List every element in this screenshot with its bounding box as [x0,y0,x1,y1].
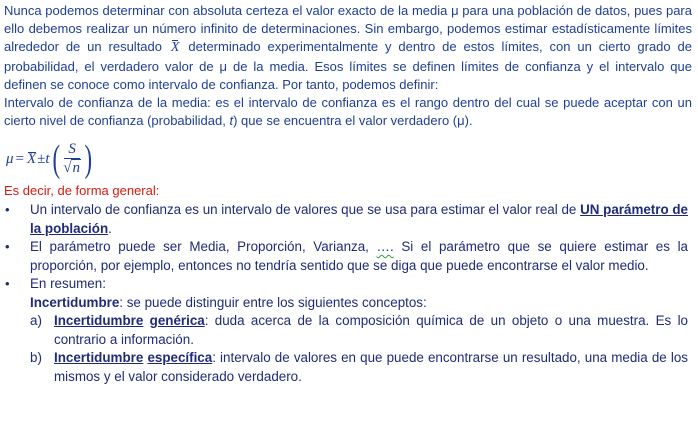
formula-fraction [63,141,81,178]
bullet-2-rest: Si el parámetro que se quiere estimar es la proporción, por ejemplo, entonces no tendría sentido que se diga que puede encontrarse el valor medio. [30,239,689,273]
uncertainty-intro [4,294,688,313]
formula-xbar: X [27,150,37,167]
formula-mu: μ [6,150,14,167]
formula-left-paren: ( [52,138,60,180]
sub-list [4,312,688,386]
intro-sentence-1: Nunca podemos determinar con absoluta certeza el valor exacto de la media μ para una población de datos, pues para ello debemos realizar un número infinito de determinaciones. Sin embargo, podemos estimar estadísticamente límites alrededor de un resultado [4,3,692,55]
bullet-icon: • [5,276,10,291]
uncertainty-intro-text: : se puede distinguir entre los siguientes conceptos: [119,294,427,310]
summary-label: En resumen: [30,276,106,291]
formula-right-paren: ) [84,138,93,180]
bullet-item-3 [4,275,688,294]
interval-definition-end: ) que se encuentra el valor verdadero (μ). [233,113,473,129]
bullet-list [4,201,688,386]
bullet-icon: • [5,239,10,254]
sub-item-label: b) [30,350,42,365]
formula-denominator [63,159,81,178]
term-incertidumbre: Incertidumbre [54,350,144,365]
sub-item-b [30,349,688,386]
term-incertidumbre: Incertidumbre [54,313,144,328]
sub-item-a [30,312,688,349]
bullet-2-text: El parámetro puede ser Media, Proporción, Varianza, [30,239,369,254]
uncertainty-term: Incertidumbre [30,294,120,310]
formula-equals: = [15,150,24,167]
term-generica: genérica [149,313,205,328]
bullet-1-end: . [108,220,112,236]
formula-t: t [45,150,50,167]
bullet-1-text: Un intervalo de confianza es un intervalo de valores que se usa para estimar el valor real de [30,202,577,217]
formula-numerator: S [64,141,80,159]
general-heading: Es decir, de forma general: [4,183,160,198]
generic-definition: : duda acerca de la composición química de un objeto o una muestra. Es lo contrario a información. [54,313,688,347]
t-symbol: t [229,113,234,129]
specific-definition: : intervalo de valores en que puede encontrarse un resultado, una media de los mismos y el valor considerado verdadero. [54,350,688,384]
intro-paragraph [4,2,692,130]
x-bar-symbol: X [169,39,182,57]
formula-plus-minus: ± [37,150,46,167]
bullet-item-1 [4,201,688,238]
sub-item-label: a) [30,313,42,328]
parameter-link: UN parámetro de la población [30,202,688,236]
bullet-icon: • [5,202,10,217]
formula-radicand: n [72,159,80,176]
intro-sentence-2: determinado experimentalmente y dentro de estos límites, con un cierto grado de probabilidad, el verdadero valor de μ de la media. Esos límites se definen límites de confianza y el intervalo que definen se conoce como intervalo de confianza. Por tanto, podemos definir: [4,39,692,92]
spellcheck-squiggle: …. [376,239,394,254]
term-especifica: específica [147,350,213,365]
confidence-interval-formula [6,138,95,180]
sqrt-icon: √ [63,159,72,176]
interval-definition: Intervalo de confianza de la media: es el intervalo de confianza es el rango dentro del cual se puede aceptar con un cierto nivel de confianza (probabilidad, [4,95,692,129]
bullet-item-2 [4,238,688,275]
